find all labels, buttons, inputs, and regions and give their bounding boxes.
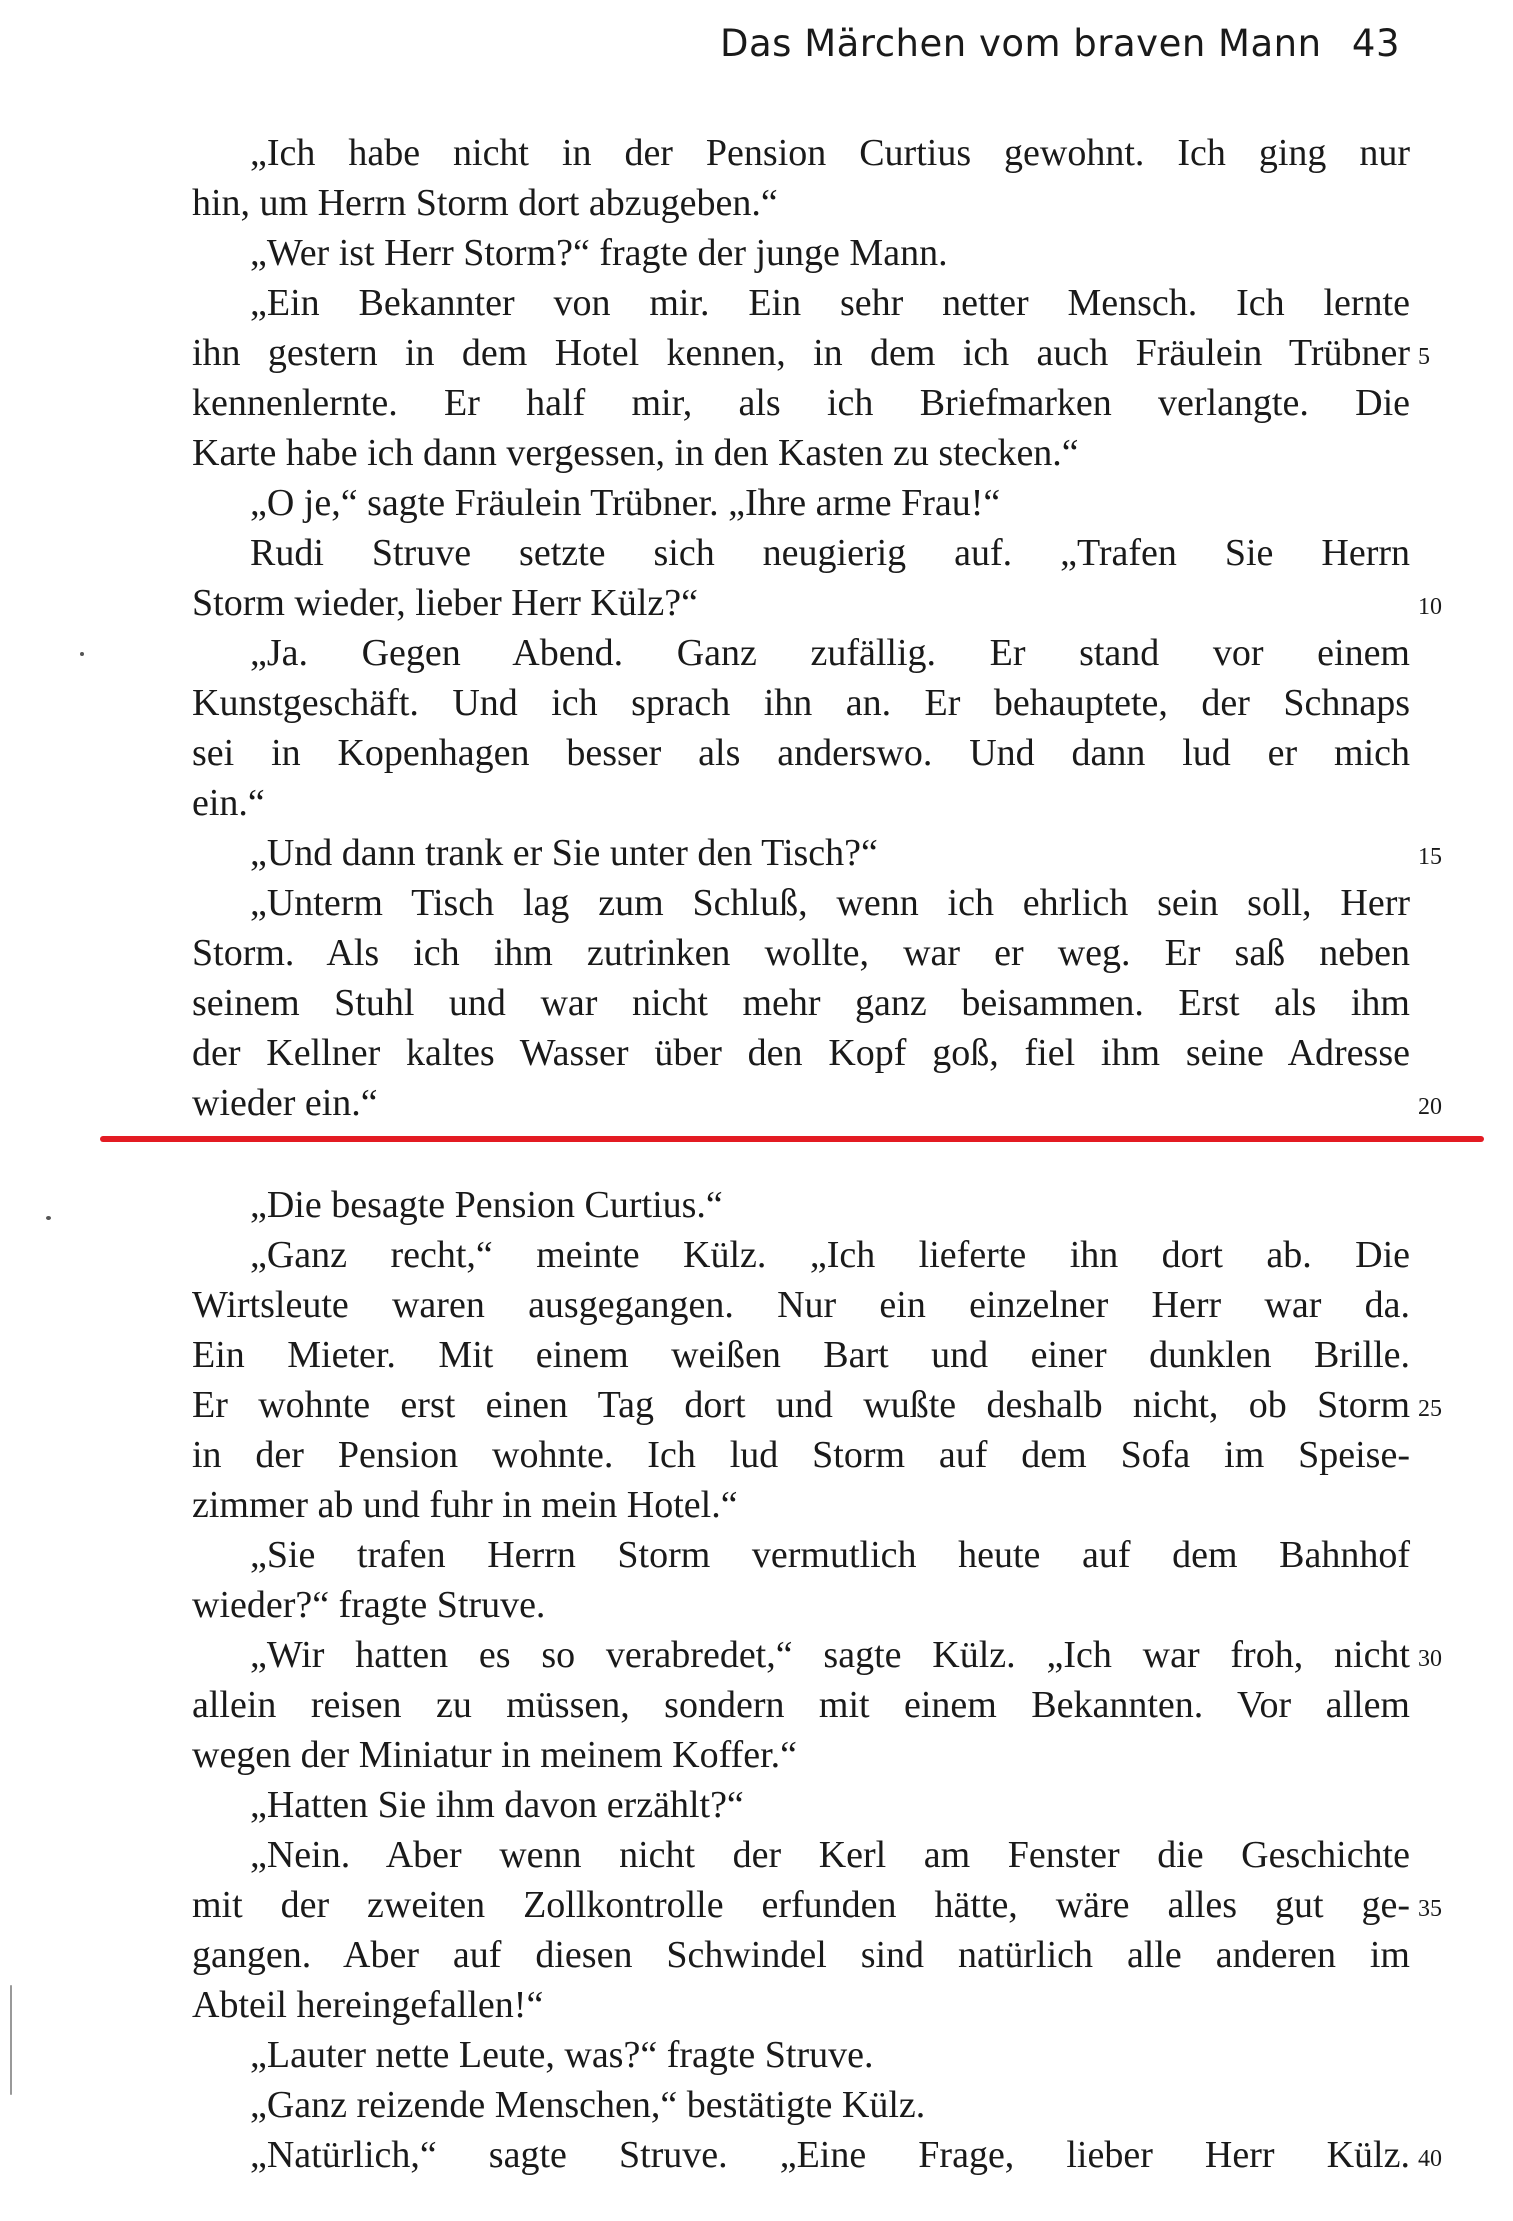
line-number: 35 (1418, 1896, 1442, 1922)
text-line: Storm. Als ich ihm zutrinken wollte, war er weg. Er saß neben (192, 932, 1410, 974)
text-line: „Die besagte Pension Curtius.“ (250, 1184, 723, 1226)
text-line: „Natürlich,“ sagte Struve. „Eine Frage, lieber Herr Külz. (250, 2134, 1410, 2176)
text-line: Ein Mieter. Mit einem weißen Bart und einer dunklen Brille. (192, 1334, 1410, 1376)
scan-speck (46, 1216, 51, 1220)
running-head-title: Das Märchen vom braven Mann (720, 22, 1322, 65)
text-line: „O je,“ sagte Fräulein Trübner. „Ihre arme Frau!“ (250, 482, 1001, 524)
text-line: Karte habe ich dann vergessen, in den Kasten zu stecken.“ (192, 432, 1079, 474)
text-line: Er wohnte erst einen Tag dort und wußte deshalb nicht, ob Storm (192, 1384, 1410, 1426)
text-line: Wirtsleute waren ausgegangen. Nur ein einzelner Herr war da. (192, 1284, 1410, 1326)
text-line: „Wer ist Herr Storm?“ fragte der junge Mann. (250, 232, 948, 274)
text-line: der Kellner kaltes Wasser über den Kopf goß, fiel ihm seine Adresse (192, 1032, 1410, 1074)
text-line: „Unterm Tisch lag zum Schluß, wenn ich ehrlich sein soll, Herr (250, 882, 1410, 924)
page-number: 43 (1351, 22, 1400, 65)
line-number: 40 (1418, 2146, 1442, 2172)
scan-speck (10, 1985, 12, 2095)
text-line: zimmer ab und fuhr in mein Hotel.“ (192, 1484, 738, 1526)
text-line: gangen. Aber auf diesen Schwindel sind natürlich alle anderen im (192, 1934, 1410, 1976)
text-line: „Ganz recht,“ meinte Külz. „Ich lieferte ihn dort ab. Die (250, 1234, 1410, 1276)
text-line: in der Pension wohnte. Ich lud Storm auf dem Sofa im Speise- (192, 1434, 1410, 1476)
section-divider (100, 1136, 1484, 1142)
text-line: mit der zweiten Zollkontrolle erfunden hätte, wäre alles gut ge- (192, 1884, 1410, 1926)
text-line: „Ja. Gegen Abend. Ganz zufällig. Er stand vor einem (250, 632, 1410, 674)
line-number: 15 (1418, 844, 1442, 870)
text-line: ein.“ (192, 782, 265, 824)
text-line: Kunstgeschäft. Und ich sprach ihn an. Er behauptete, der Schnaps (192, 682, 1410, 724)
text-line: Rudi Struve setzte sich neugierig auf. „Trafen Sie Herrn (250, 532, 1410, 574)
text-line: wieder?“ fragte Struve. (192, 1584, 546, 1626)
text-line: wieder ein.“ (192, 1082, 378, 1124)
text-line: sei in Kopenhagen besser als anderswo. Und dann lud er mich (192, 732, 1410, 774)
text-line: „Und dann trank er Sie unter den Tisch?“ (250, 832, 878, 874)
line-number: 30 (1418, 1646, 1442, 1672)
text-line: „Ganz reizende Menschen,“ bestätigte Külz. (250, 2084, 926, 2126)
text-line: Abteil hereingefallen!“ (192, 1984, 544, 2026)
text-line: wegen der Miniatur in meinem Koffer.“ (192, 1734, 797, 1776)
text-line: kennenlernte. Er half mir, als ich Briefmarken verlangte. Die (192, 382, 1410, 424)
text-line: „Hatten Sie ihm davon erzählt?“ (250, 1784, 744, 1826)
line-number: 10 (1418, 594, 1442, 620)
text-line: „Wir hatten es so verabredet,“ sagte Külz. „Ich war froh, nicht (250, 1634, 1410, 1676)
running-head (720, 22, 1400, 72)
text-line: hin, um Herrn Storm dort abzugeben.“ (192, 182, 778, 224)
text-line: „Ich habe nicht in der Pension Curtius gewohnt. Ich ging nur (250, 132, 1410, 174)
text-line: „Sie trafen Herrn Storm vermutlich heute auf dem Bahnhof (250, 1534, 1410, 1576)
scan-speck (80, 652, 84, 656)
text-line: allein reisen zu müssen, sondern mit einem Bekannten. Vor allem (192, 1684, 1410, 1726)
text-line: „Nein. Aber wenn nicht der Kerl am Fenster die Geschichte (250, 1834, 1410, 1876)
text-line: Storm wieder, lieber Herr Külz?“ (192, 582, 698, 624)
line-number: 5 (1418, 344, 1430, 370)
text-line: seinem Stuhl und war nicht mehr ganz beisammen. Erst als ihm (192, 982, 1410, 1024)
line-number: 25 (1418, 1396, 1442, 1422)
text-line: „Lauter nette Leute, was?“ fragte Struve. (250, 2034, 874, 2076)
line-number: 20 (1418, 1094, 1442, 1120)
text-line: „Ein Bekannter von mir. Ein sehr netter Mensch. Ich lernte (250, 282, 1410, 324)
text-line: ihn gestern in dem Hotel kennen, in dem ich auch Fräulein Trübner (192, 332, 1410, 374)
